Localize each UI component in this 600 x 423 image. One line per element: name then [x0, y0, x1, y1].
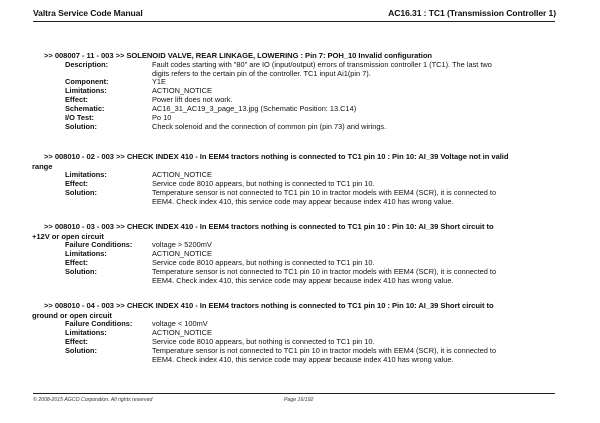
field-value-line: EEM4. Check index 410, this service code may appear because index 410 has wrong value.: [152, 196, 454, 206]
section-title: AC16.31 : TC1 (Transmission Controller 1): [388, 8, 556, 18]
header-divider: [33, 21, 555, 22]
field-label: Failure Conditions:: [65, 240, 133, 250]
field-label: Schematic:: [65, 104, 105, 114]
field-value-line: Temperature sensor is not connected to TC1 pin 10 in tractor models with EEM4 (SCR), it is connected to: [152, 188, 497, 197]
service-code-entry: [32, 301, 562, 365]
copyright-notice: © 2008-2015 AGCO Corporation. All rights reserved: [33, 397, 153, 403]
field-row: [44, 320, 562, 329]
field-value: voltage < 100mV: [152, 319, 208, 329]
field-value: Power lift does not work.: [152, 95, 233, 105]
field-label: Solution:: [65, 188, 98, 197]
field-value: ACTION_NOTICE: [152, 170, 212, 180]
field-label: Failure Conditions:: [65, 319, 133, 329]
field-label: Solution:: [65, 121, 98, 131]
entry-title: >> 008007 - 11 - 003 >> SOLENOID VALVE, REAR LINKAGE, LOWERING : Pin 7: POH_10 Invalid configuration: [44, 51, 433, 60]
field-label: Limitations:: [65, 328, 107, 338]
field-value: [152, 189, 562, 207]
field-label: Description:: [65, 59, 109, 69]
field-label: Effect:: [65, 95, 88, 105]
field-value: AC16_31_AC19_3_page_13.jpg (Schematic Position: 13.C14): [152, 104, 357, 114]
field-value: ACTION_NOTICE: [152, 328, 212, 338]
entry-title-continued: +12V or open circuit: [32, 231, 104, 241]
page-number: Page 16/192: [284, 397, 314, 403]
field-label: Effect:: [65, 258, 88, 267]
field-value: Po 10: [152, 113, 172, 123]
field-value: Service code 8010 appears, but nothing is connected to TC1 pin 10.: [152, 179, 375, 189]
field-value: ACTION_NOTICE: [152, 86, 212, 96]
field-value-line: digits refers to the certain pin of the controller. TC1 input Ai1(pin 7).: [152, 68, 371, 78]
field-row: [44, 268, 562, 286]
field-label: Solution:: [65, 266, 98, 276]
field-row: [44, 347, 562, 365]
field-label: I/O Test:: [65, 113, 95, 123]
field-value: Service code 8010 appears, but nothing is connected to TC1 pin 10.: [152, 337, 375, 346]
entry-title: >> 008010 - 03 - 003 >> CHECK INDEX 410 - In EEM4 tractors nothing is connected to TC1 pin 10 : Pin 10: AI_39 Short circuit to: [44, 222, 494, 231]
field-label: Limitations:: [65, 86, 107, 96]
field-value-line: EEM4. Check index 410, this service code may appear because index 410 has wrong value.: [152, 275, 454, 285]
field-label: Solution:: [65, 345, 98, 355]
entry-title-continued: ground or open circuit: [32, 310, 112, 320]
field-value: Check solenoid and the connection of common pin (pin 73) and wirings.: [152, 121, 387, 131]
field-row: [44, 105, 562, 114]
field-row: [44, 189, 562, 207]
field-label: Component:: [65, 77, 109, 87]
field-value: Y1E: [152, 77, 166, 87]
field-row: [44, 78, 562, 87]
field-value: [152, 347, 562, 365]
entry-title: >> 008010 - 02 - 003 >> CHECK INDEX 410 - In EEM4 tractors nothing is connected to TC1 pin 10 : Pin 10: AI_39 Voltage not in valid: [44, 152, 509, 161]
field-row: [44, 61, 562, 79]
service-code-entry: [32, 152, 562, 207]
entry-title-continued: range: [32, 161, 53, 171]
field-value: voltage > 5200mV: [152, 240, 212, 250]
field-row: [44, 123, 562, 132]
field-label: Limitations:: [65, 249, 107, 259]
field-value-line: Temperature sensor is not connected to TC1 pin 10 in tractor models with EEM4 (SCR), it is connected to: [152, 345, 497, 355]
field-value-line: Temperature sensor is not connected to TC1 pin 10 in tractor models with EEM4 (SCR), it is connected to: [152, 266, 497, 276]
field-value-line: Fault codes starting with "80" are IO (input/output) errors of transmission controller 1 (TC1). The last two: [152, 59, 492, 69]
field-value-line: EEM4. Check index 410, this service code may appear because index 410 has wrong value.: [152, 354, 454, 364]
service-code-entry: [32, 222, 562, 286]
field-value: ACTION_NOTICE: [152, 249, 212, 259]
field-value: [152, 61, 562, 79]
field-value: [152, 268, 562, 286]
field-label: Effect:: [65, 337, 88, 346]
field-label: Effect:: [65, 179, 88, 189]
field-value: Service code 8010 appears, but nothing is connected to TC1 pin 10.: [152, 258, 375, 267]
entry-title: >> 008010 - 04 - 003 >> CHECK INDEX 410 - In EEM4 tractors nothing is connected to TC1 pin 10 : Pin 10: AI_39 Short circuit to: [44, 301, 494, 310]
field-row: [44, 87, 562, 96]
footer-divider: [33, 393, 555, 394]
field-label: Limitations:: [65, 170, 107, 180]
field-row: [44, 241, 562, 250]
service-code-entry: [44, 51, 562, 132]
manual-title: Valtra Service Code Manual: [33, 8, 143, 18]
